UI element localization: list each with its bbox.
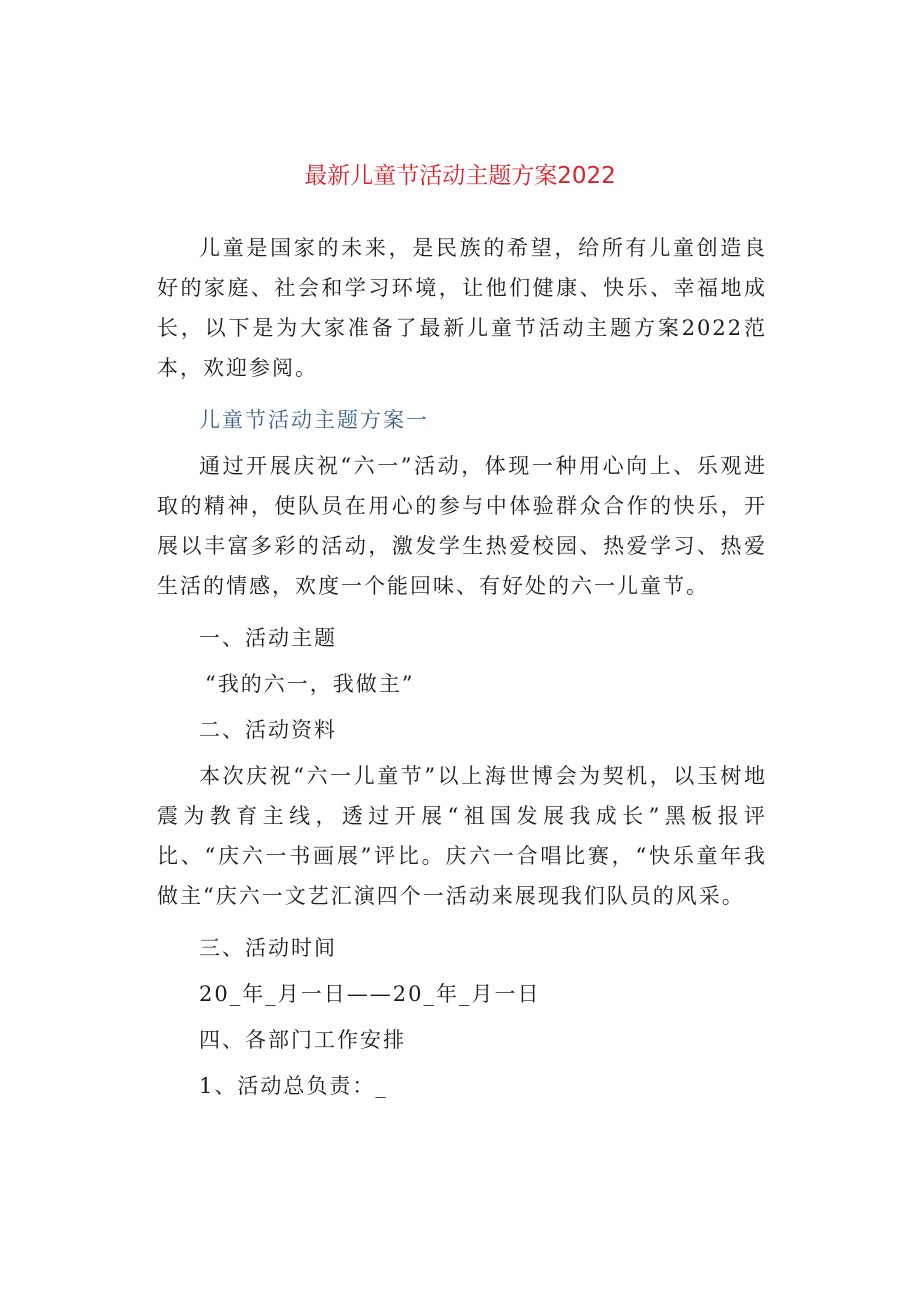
activity-time: 20_年_月一日——20_年_月一日	[199, 982, 541, 1006]
materials-paragraph: 本次庆祝“六一儿童节”以上海世博会为契机，以玉树地震为教育主线，透过开展“祖国发展我成长”黑板报评比、“庆六一书画展”评比。庆六一合唱比赛，“快乐童年我做主“庆六一文艺汇演四个一活动来展现我们队员的风采。	[157, 764, 767, 908]
section-heading-time: 三、活动时间	[199, 936, 337, 960]
document-title: 最新儿童节活动主题方案2022	[304, 163, 616, 189]
theme-slogan: “我的六一，我做主”	[205, 672, 415, 696]
intro-paragraph: 儿童是国家的未来，是民族的希望，给所有儿童创造良好的家庭、社会和学习环境，让他们健康、快乐、幸福地成长，以下是为大家准备了最新儿童节活动主题方案2022范本，欢迎参阅。	[157, 236, 767, 380]
purpose-paragraph: 通过开展庆祝“六一”活动，体现一种用心向上、乐观进取的精神，使队员在用心的参与中体验群众合作的快乐，开展以丰富多彩的活动，激发学生热爱校园、热爱学习、热爱生活的情感，欢度一个能回味、有好处的六一儿童节。	[157, 454, 767, 598]
plan-subheading: 儿童节活动主题方案一	[199, 408, 429, 432]
section-heading-materials: 二、活动资料	[199, 718, 337, 742]
arrangement-item-1: 1、活动总负责：_	[199, 1074, 388, 1098]
document-body	[157, 228, 767, 1112]
section-heading-theme: 一、活动主题	[199, 626, 337, 650]
section-heading-arrangement: 四、各部门工作安排	[199, 1028, 406, 1052]
